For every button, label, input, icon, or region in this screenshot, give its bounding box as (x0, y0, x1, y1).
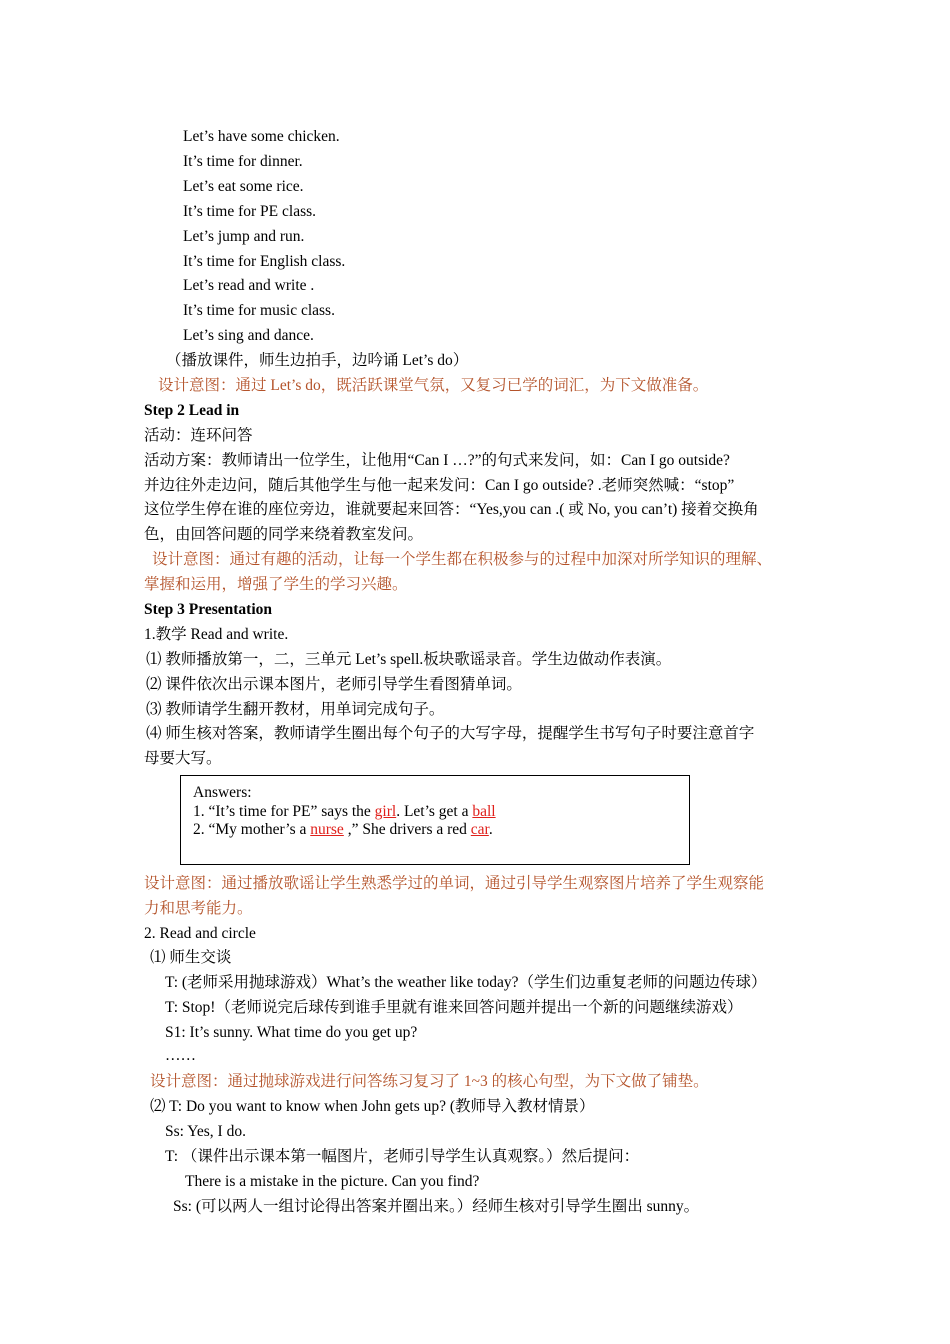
answer-text: 1. “It’s time for PE” says the (193, 803, 375, 820)
chant-line: It’s time for PE class. (183, 203, 317, 220)
answers-box (180, 775, 690, 865)
answer-line-2 (193, 819, 493, 841)
answer-blank-girl: girl (374, 803, 397, 820)
answer-blank-nurse: nurse (310, 821, 344, 838)
step3-item: ⑷ 师生核对答案，教师请学生圈出每个句子的大写字母，提醒学生书写句子时要注意首字 (146, 725, 755, 742)
step2-plan-line: 并边往外走边问，随后其他学生与他一起来发问：Can I go outside? .老师突然喊：“stop” (144, 477, 735, 494)
design-intent: 设计意图：通过有趣的活动，让每一个学生都在积极参与的过程中加深对所学知识的理解、 (152, 551, 773, 568)
step3-item: ⑶ 教师请学生翻开教材，用单词完成句子。 (146, 701, 445, 718)
step2-plan-line: 这位学生停在谁的座位旁边，谁就要起来回答：“Yes,you can .( 或 No, you can’t) 接着交换角 (144, 501, 759, 518)
answer-blank-car: car (470, 821, 489, 838)
answers-title: Answers: (193, 784, 252, 801)
answer-text: 2. “My mother’s a (193, 821, 311, 838)
answer-text: . Let’s get a (396, 803, 473, 820)
chant-line: Let’s sing and dance. (183, 327, 314, 344)
step2-plan-line: 活动方案：教师请出一位学生，让他用“Can I …?”的句式来发问，如：Can I go outside? (144, 452, 730, 469)
design-intent: 设计意图：通过 Let’s do，既活跃课堂气氛，又复习已学的词汇，为下文做准备。 (158, 377, 709, 394)
design-intent: 设计意图：通过播放歌谣让学生熟悉学过的单词，通过引导学生观察图片培养了学生观察能 (144, 875, 765, 892)
dialog-line: …… (165, 1047, 196, 1064)
step2-activity: 活动：连环问答 (144, 427, 253, 444)
answer-text: . (488, 821, 493, 838)
chant-note: （播放课件，师生边拍手，边吟诵 Let’s do） (166, 352, 469, 369)
dialog-line: Ss: Yes, I do. (165, 1123, 246, 1140)
step3-sub1: ⑴ 师生交谈 (150, 949, 232, 966)
step3-part1: 1.教学 Read and write. (144, 626, 289, 643)
step2-plan-line: 色，由回答问题的同学来绕着教室发问。 (144, 526, 424, 543)
dialog-line: T: (老师采用抛球游戏）What’s the weather like today?（学生们边重复老师的问题边传球） (165, 974, 767, 991)
dialog-line: S1: It’s sunny. What time do you get up? (165, 1024, 418, 1041)
step3-item: ⑵ 课件依次出示课本图片，老师引导学生看图猜单词。 (146, 676, 522, 693)
chant-line: Let’s eat some rice. (183, 178, 304, 195)
design-intent: 设计意图：通过抛球游戏进行问答练习复习了 1~3 的核心句型，为下文做了铺垫。 (150, 1073, 709, 1090)
dialog-line: T: （课件出示课本第一幅图片，老师引导学生认真观察。）然后提问： (165, 1148, 640, 1165)
answer-blank-ball: ball (472, 803, 496, 820)
chant-line: Let’s have some chicken. (183, 128, 340, 145)
design-intent: 掌握和运用，增强了学生的学习兴趣。 (144, 576, 408, 593)
step2-heading: Step 2 Lead in (144, 402, 240, 419)
chant-line: Let’s read and write . (183, 277, 315, 294)
dialog-line: Ss: (可以两人一组讨论得出答案并圈出来。）经师生核对引导学生圈出 sunny。 (173, 1198, 700, 1215)
step3-sub2: ⑵ T: Do you want to know when John gets up? (教师导入教材情景） (150, 1098, 595, 1115)
chant-line: It’s time for dinner. (183, 153, 303, 170)
dialog-line: T: Stop!（老师说完后球传到谁手里就有谁来回答问题并提出一个新的问题继续游戏） (165, 999, 743, 1016)
chant-line: Let’s jump and run. (183, 228, 305, 245)
step3-item: 母要大写。 (144, 750, 222, 767)
chant-line: It’s time for music class. (183, 302, 335, 319)
design-intent: 力和思考能力。 (144, 900, 253, 917)
answer-text: ,” She drivers a red (343, 821, 471, 838)
step3-part2: 2. Read and circle (144, 925, 256, 942)
chant-line: It’s time for English class. (183, 253, 346, 270)
dialog-line: There is a mistake in the picture. Can you find? (185, 1173, 480, 1190)
step3-item: ⑴ 教师播放第一，二，三单元 Let’s spell.板块歌谣录音。学生边做动作表演。 (146, 651, 672, 668)
step3-heading: Step 3 Presentation (144, 601, 273, 618)
